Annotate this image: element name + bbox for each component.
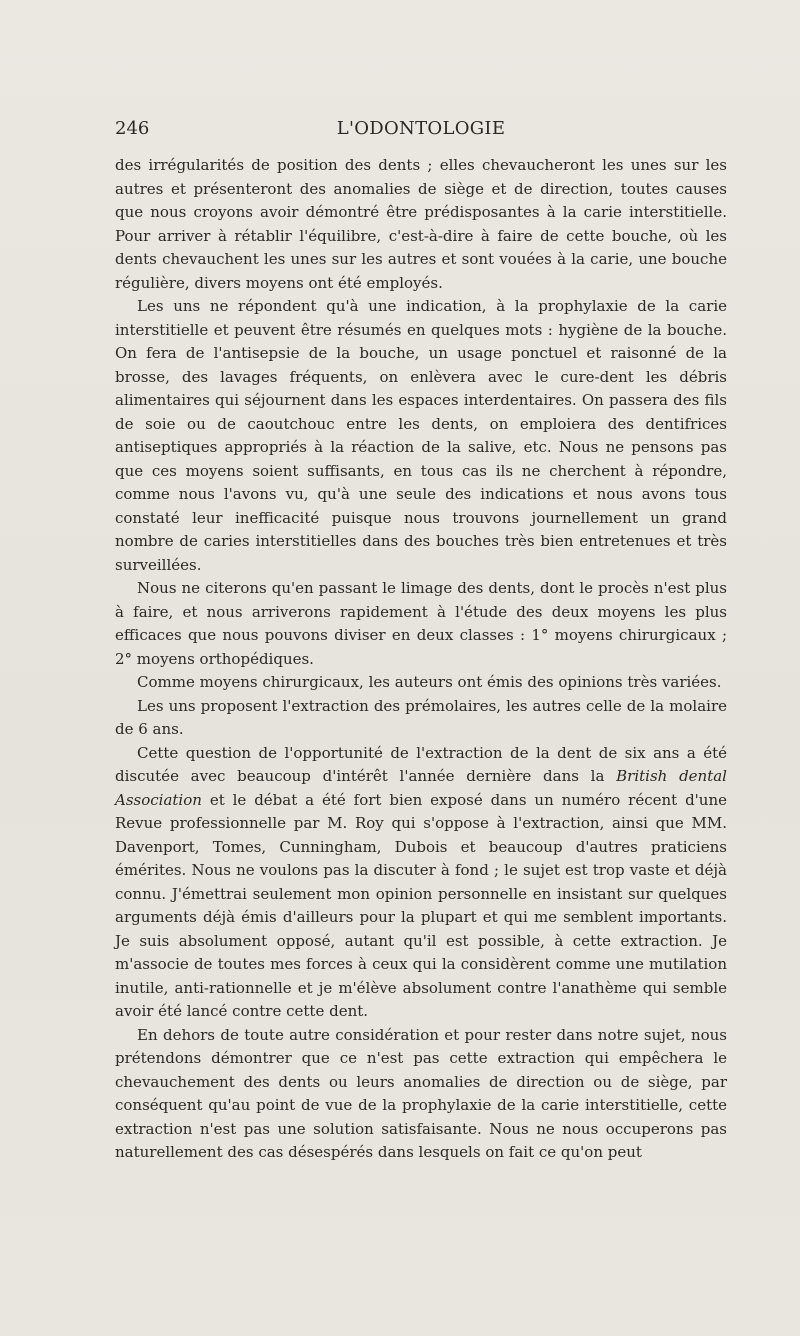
paragraph-6-text-after: et le débat a été fort bien exposé dans un numéro récent d'une Revue professionnelle par M. Roy qui s'oppose à l'extraction, ainsi que MM. Davenport, Tomes, Cunningham, Dubois et beaucoup d'autres praticiens émérites. Nous ne voulons pas la discuter à fond ; le sujet est trop vaste et déjà connu. J'émettrai seulement mon opinion personnelle en insistant sur quelques arguments déjà émis d'ailleurs pour la plupart et qui me semblent importants. Je suis absolument opposé, autant qu'il est possible, à cette extraction. Je m'associe de toutes mes forces à ceux qui la considèrent comme une mutilation inutile, anti-rationnelle et je m'élève absolument contre l'anathème qui semble avoir été lancé contre cette dent.	[115, 790, 727, 1020]
page-header	[115, 117, 727, 143]
page-number: 246	[115, 118, 150, 139]
paragraph-6	[115, 742, 727, 1024]
running-title: L'ODONTOLOGIE	[336, 118, 506, 139]
paragraph-5: Les uns proposent l'extraction des prémolaires, les autres celle de la molaire de 6 ans.	[115, 696, 727, 738]
british-dental-association-title: British dental Association	[115, 767, 727, 809]
paragraph-2: Les uns ne répondent qu'à une indication, à la prophylaxie de la carie interstitielle et peuvent être résumés en quelques mots : hygiène de la bouche. On fera de l'antisepsie de la bouche, un usage ponctuel et raisonné de la brosse, des lavages fréquents, on enlèvera avec le cure-dent les débris alimentaires qui séjournent dans les espaces interdentaires. On passera des fils de soie ou de caoutchouc entre les dents, on emploiera des dentifrices antiseptiques appropriés à la réaction de la salive, etc. Nous ne pensons pas que ces moyens soient suffisants, en tous cas ils ne cherchent à répondre, comme nous l'avons vu, qu'à une seule des indications et nous avons tous constaté leur inefficacité puisque nous trouvons journellement un grand nombre de caries interstitielles dans des bouches très bien entretenues et très surveillées.	[115, 297, 727, 574]
paragraph-1: des irrégularités de position des dents ; elles chevaucheront les unes sur les autres et présenteront des anomalies de siège et de direction, toutes causes que nous croyons avoir démontré être prédisposantes à la carie interstitielle. Pour arriver à rétablir l'équilibre, c'est-à-dire à faire de cette bouche, où les dents chevauchent les unes sur les autres et sont vouées à la carie, une bouche régulière, divers moyens ont été employés.	[115, 156, 727, 292]
paragraph-3: Nous ne citerons qu'en passant le limage des dents, dont le procès n'est plus à faire, et nous arriverons rapidement à l'étude des deux moyens les plus efficaces que nous pouvons diviser en deux classes : 1° moyens chirurgicaux ; 2° moyens orthopédiques.	[115, 579, 727, 668]
paragraph-6-text-before: Cette question de l'opportunité de l'extraction de la dent de six ans a été discutée avec beaucoup d'intérêt l'année dernière dans la	[115, 743, 727, 785]
body-text	[115, 154, 727, 1165]
paragraph-4: Comme moyens chirurgicaux, les auteurs ont émis des opinions très variées.	[137, 673, 722, 691]
paragraph-7: En dehors de toute autre considération et pour rester dans notre sujet, nous prétendons démontrer que ce n'est pas cette extraction qui empêchera le chevauchement des dents ou leurs anomalies de direction ou de siège, par conséquent qu'au point de vue de la prophylaxie de la carie interstitielle, cette extraction n'est pas une solution satisfaisante. Nous ne nous occuperons pas naturellement des cas désespérés dans lesquels on fait ce qu'on peut	[115, 1025, 727, 1161]
